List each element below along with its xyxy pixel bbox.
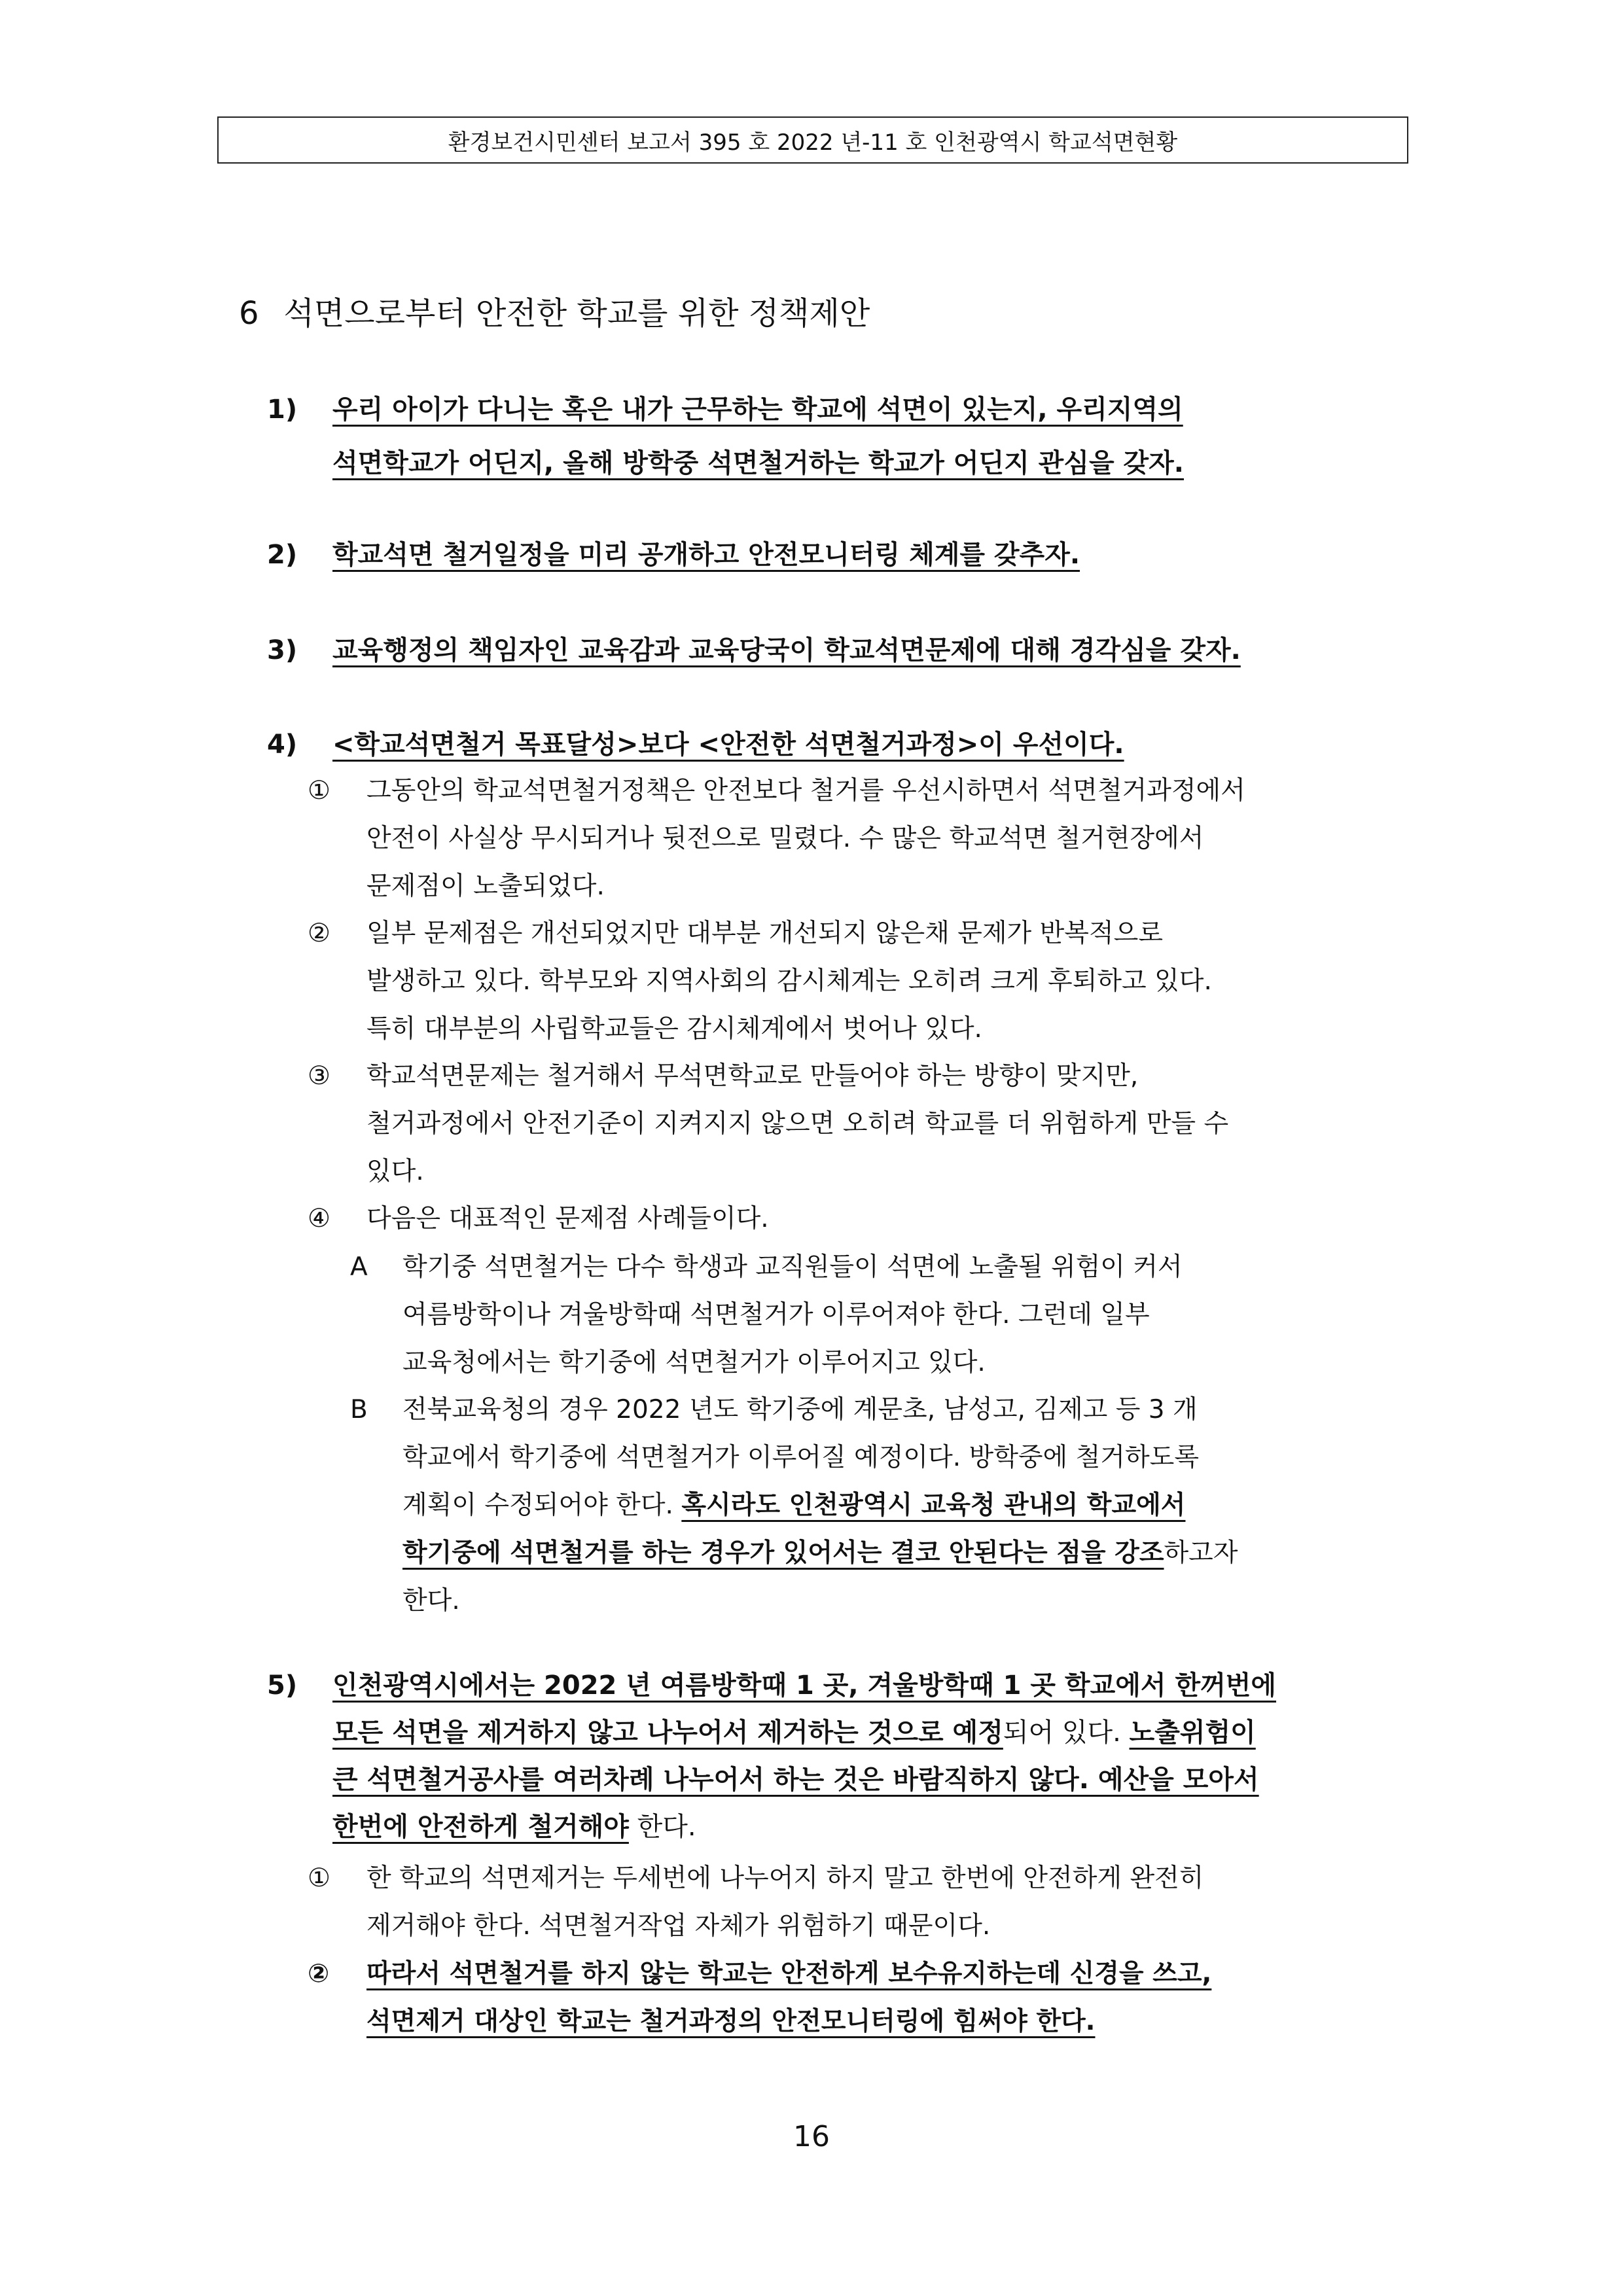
point-marker: ② <box>308 1959 330 1988</box>
item-emphasis: 한번에 안전하게 철거해야 <box>332 1812 629 1842</box>
case-line: 한다. <box>402 1586 460 1616</box>
point-line: 일부 문제점은 개선되었지만 대부분 개선되지 않은채 문제가 반복적으로 <box>366 919 1163 948</box>
item-number: 5) <box>267 1670 298 1701</box>
point-line: 따라서 석면철거를 하지 않는 학교는 안전하게 보수유지하는데 신경을 쓰고, <box>366 1959 1212 1988</box>
point-line: 한 학교의 석면제거는 두세번에 나누어지 하지 말고 한번에 안전하게 완전히 <box>366 1863 1204 1893</box>
point-line: 그동안의 학교석면철거정책은 안전보다 철거를 우선시하면서 석면철거과정에서 <box>366 776 1245 805</box>
point-line: 다음은 대표적인 문제점 사례들이다. <box>366 1204 769 1233</box>
point-marker: ① <box>308 776 330 805</box>
case-marker: A <box>350 1252 368 1282</box>
item-line <box>332 1709 1276 1756</box>
point-line: 안전이 사실상 무시되거나 뒷전으로 밀렸다. 수 많은 학교석면 철거현장에서 <box>366 824 1204 853</box>
item-line: 학교석면 철거일정을 미리 공개하고 안전모니터링 체계를 갖추자. <box>332 540 1080 570</box>
case-text: 계획이 수정되어야 한다. <box>402 1491 682 1520</box>
case-line: 학기중 석면철거는 다수 학생과 교직원들이 석면에 노출될 위험이 커서 <box>402 1252 1183 1282</box>
item-emphasis: 노출위험이 <box>1129 1718 1256 1748</box>
case-line: 전북교육청의 경우 2022 년도 학기중에 계문초, 남성고, 김제고 등 3 개 <box>402 1395 1198 1424</box>
section-title <box>239 288 870 333</box>
item-line: 석면학교가 어딘지, 올해 방학중 석면철거하는 학교가 어딘지 관심을 갖자. <box>332 448 1184 478</box>
point-line: 있다. <box>366 1157 424 1186</box>
point-marker: ② <box>308 919 330 948</box>
item-text: 한다. <box>628 1812 696 1842</box>
report-header <box>217 116 1408 164</box>
point-line: 발생하고 있다. 학부모와 지역사회의 감시체계는 오히려 크게 후퇴하고 있다. <box>366 966 1212 996</box>
item-line: 큰 석면철거공사를 여러차례 나누어서 하는 것은 바람직하지 않다. 예산을 모아서 <box>332 1765 1259 1795</box>
case-line: 여름방학이나 겨울방학때 석면철거가 이루어져야 한다. 그런데 일부 <box>402 1300 1150 1330</box>
section-title-text: 석면으로부터 안전한 학교를 위한 정책제안 <box>283 295 870 332</box>
item-number: 4) <box>267 730 298 760</box>
item-line <box>332 1803 1276 1850</box>
item-line: 교육행정의 책임자인 교육감과 교육당국이 학교석면문제에 대해 경각심을 갖자. <box>332 635 1241 665</box>
point-line: 철거과정에서 안전기준이 지켜지지 않으면 오히려 학교를 더 위험하게 만들 수 <box>366 1109 1229 1139</box>
point-line: 석면제거 대상인 학교는 철거과정의 안전모니터링에 힘써야 한다. <box>366 2007 1096 2036</box>
point-line: 특히 대부분의 사립학교들은 감시체계에서 벗어나 있다. <box>366 1014 982 1044</box>
point-marker: ③ <box>308 1061 330 1091</box>
case-emphasis: 혹시라도 인천광역시 교육청 관내의 학교에서 <box>681 1491 1186 1520</box>
item-line: <학교석면철거 목표달성>보다 <안전한 석면철거과정>이 우선이다. <box>332 730 1124 760</box>
case-line: 학교에서 학기중에 석면철거가 이루어질 예정이다. 방학중에 철거하도록 <box>402 1443 1199 1472</box>
case-line <box>402 1529 1238 1577</box>
report-header-text: 환경보건시민센터 보고서 395 호 2022 년-11 호 인천광역시 학교석면현황 <box>448 129 1178 156</box>
point-line: 학교석면문제는 철거해서 무석면학교로 만들어야 하는 방향이 맞지만, <box>366 1061 1139 1091</box>
point-marker: ④ <box>308 1204 330 1233</box>
case-emphasis: 학기중에 석면철거를 하는 경우가 있어서는 결코 안된다는 점을 강조 <box>402 1538 1164 1568</box>
case-text: 하고자 <box>1164 1538 1238 1568</box>
item-number: 1) <box>267 395 298 425</box>
item-line: 우리 아이가 다니는 혹은 내가 근무하는 학교에 석면이 있는지, 우리지역의 <box>332 395 1183 425</box>
point-marker: ① <box>308 1863 330 1893</box>
point-line: 문제점이 노출되었다. <box>366 872 605 901</box>
page-number: 16 <box>793 2120 830 2153</box>
case-line <box>402 1481 1238 1529</box>
item-number: 3) <box>267 635 298 665</box>
item-number: 2) <box>267 540 298 570</box>
item-emphasis: 모든 석면을 제거하지 않고 나누어서 제거하는 것으로 예정 <box>332 1718 1003 1748</box>
item-line: 인천광역시에서는 2022 년 여름방학때 1 곳, 겨울방학때 1 곳 학교에서 한꺼번에 <box>332 1670 1277 1701</box>
item-text: 되어 있다. <box>1003 1718 1130 1748</box>
case-line: 교육청에서는 학기중에 석면철거가 이루어지고 있다. <box>402 1348 986 1377</box>
case-marker: B <box>350 1395 368 1424</box>
section-number: 6 <box>239 295 259 332</box>
point-line: 제거해야 한다. 석면철거작업 자체가 위험하기 때문이다. <box>366 1911 991 1941</box>
